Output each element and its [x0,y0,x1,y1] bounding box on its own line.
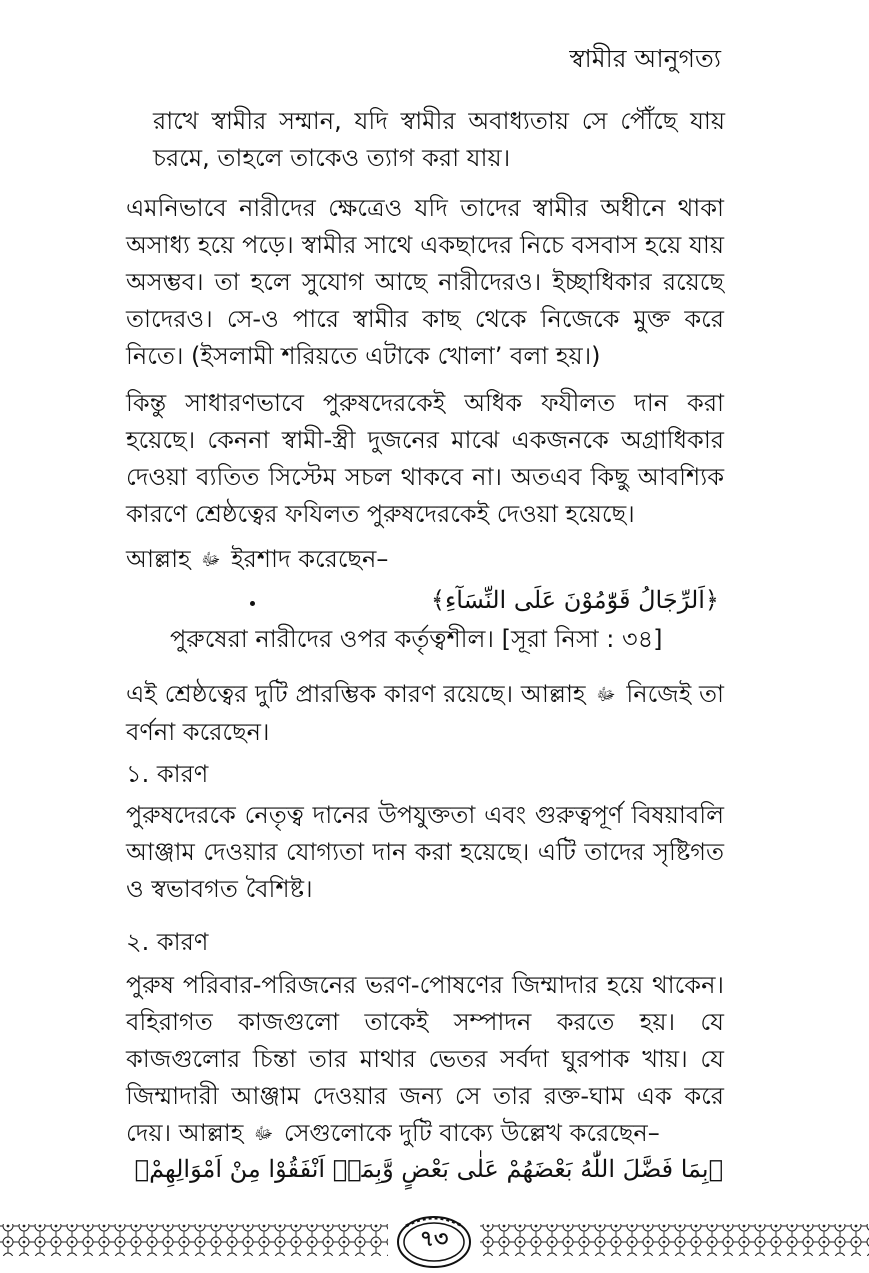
honorific-icon: ﷻ [596,684,616,705]
paragraph-8 [126,967,724,1153]
page-number: ৭৩ [419,1227,449,1252]
paragraph-8-text: পুরুষ পরিবার-পরিজনের ভরণ-পোষণের জিম্মাদার হয়ে থাকেন। বহিরাগত কাজগুলো তাকেই সম্পাদন করতে হয়। যে কাজগুলোর চিন্তা তার মাথার ভেতর সর্বদা ঘুরপাক খায়। যে জিম্মাদারী আঞ্জাম দেওয়ার জন্য সে তার রক্ত-ঘাম এক করে দেয়। আল্লাহ [126,971,724,1147]
paragraph-2: এমনিভাবে নারীদের ক্ষেত্রেও যদি তাদের স্বামীর অধীনে থাকা অসাধ্য হয়ে পড়ে। স্বামীর সাথে একছাদের নিচে বসবাস হয়ে যায় অসম্ভব। তা হলে সুযোগ আছে নারীদেরও। ইচ্ছাধিকার রয়েছে তাদেরও। সে-ও পারে স্বামীর কাছ থেকে নিজেকে মুক্ত করে নিতে। (ইসলামী শরিয়তে এটাকে খোলা’ বলা হয়।) [126,194,724,370]
arabic-verse-2: ﴿بِمَا فَضَّلَ اللّٰهُ بَعْضَهُمْ عَلٰى بَعْضٍ وَّبِمَاۤ اَنْفَقُوْا مِنْ اَمْوَالِهِمْ﴾ [134,1155,723,1183]
running-header: স্বামীর আনুগত্য [569,44,721,73]
page-number-badge [396,1212,472,1268]
honorific-icon: ﷻ [253,1123,274,1144]
paragraph-7: পুরুষদেরকে নেতৃত্ব দানের উপযুক্ততা এবং গুরুত্বপূর্ণ বিষয়াবলি আঞ্জাম দেওয়ার যোগ্যতা দান করা হয়েছে। এটি তাদের সৃষ্টিগত ও স্বভাবগত বৈশিষ্ট। [126,801,724,903]
paragraph-4 [126,541,724,579]
paragraph-3: কিন্তু সাধারণভাবে পুরুষদেরকেই অধিক ফযীলত দান করা হয়েছে। কেননা স্বামী-স্ত্রী দুজনের মাঝে একজনকে অগ্রাধিকার দেওয়া ব্যতিত সিস্টেম সচল থাকবে না। অতএব কিছু আবশ্যিক কারণে শ্রেষ্ঠত্বের ফযিলত পুরুষদেরকেই দেওয়া হয়েছে। [126,389,724,528]
paragraph-8-rest: সেগুলোকে দুটি বাক্যে উল্লেখ করেছেন– [283,1119,660,1147]
verse-translation: পুরুষেরা নারীদের ওপর কর্তৃত্বশীল। [সূরা নিসা : ৩৪] [170,625,663,653]
honorific-icon: ﷻ [201,549,221,570]
section-heading-1: ১. কারণ [126,760,209,788]
paragraph-1: রাখে স্বামীর সম্মান, যদি স্বামীর অবাধ্যতায় সে পৌঁছে যায় চরমে, তাহলে তাকেও ত্যাগ করা যায়। [153,107,725,172]
paragraph-6 [126,676,724,751]
section-heading-2: ২. কারণ [126,928,209,956]
allah-word: আল্লাহ [126,545,191,573]
paragraph-6-rest: নিজেই তা বর্ণনা করেছেন। [126,680,724,746]
paragraph-4-rest: ইরশাদ করেছেন– [231,545,389,573]
ink-dot [250,601,255,606]
arabic-verse-1: ﴿اَلرِّجَالُ قَوّٰمُوْنَ عَلَى النِّسَآءِ﴾ [430,586,719,614]
paragraph-6-text: এই শ্রেষ্ঠত্বের দুটি প্রারম্ভিক কারণ রয়েছে। আল্লাহ [126,680,586,708]
